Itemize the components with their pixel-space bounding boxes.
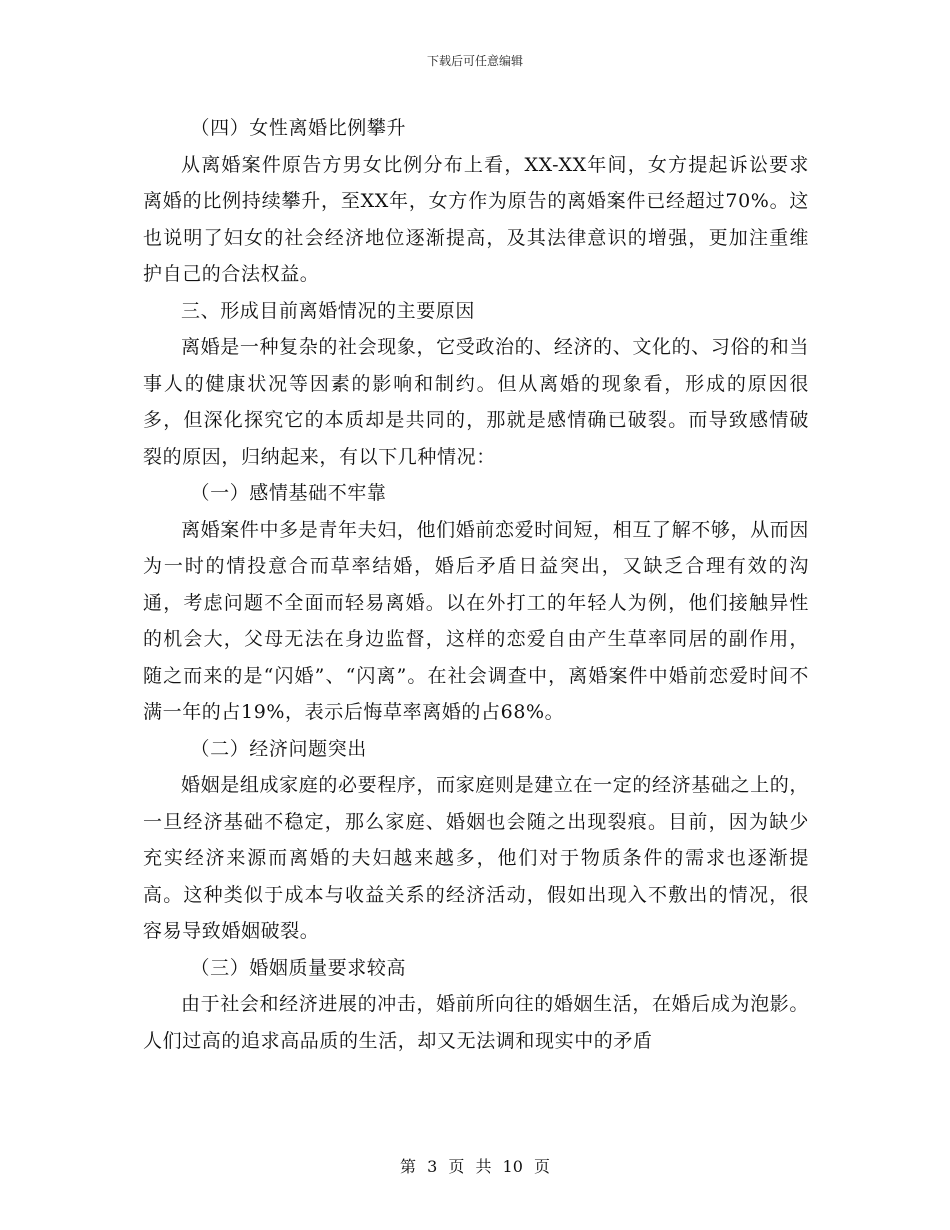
subheading-female-divorce-rise: （四）女性离婚比例攀升 (190, 117, 407, 139)
paragraph-plaintiff-ratio: 从离婚案件原告方男女比例分布上看，XX-XX年间，女方提起诉讼要求离婚的比例持续攀升，至XX年，女方作为原告的离婚案件已经超过70%。这也说明了妇女的社会经济地位逐渐提高，及其法律意识的增强，更加注重维护自己的合法权益。 (143, 153, 809, 285)
paragraph-young-couples: 离婚案件中多是青年夫妇，他们婚前恋爱时间短，相互了解不够，从而因为一时的情投意合而草率结婚，婚后矛盾日益突出，又缺乏合理有效的沟通，考虑问题不全面而轻易离婚。以在外打工的年轻人为例，他们接触异性的机会大，父母无法在身边监督，这样的恋爱自由产生草率同居的副作用，随之而来的是“闪婚”、“闪离”。在社会调查中，离婚案件中婚前恋爱时间不满一年的占19%，表示后悔草率离婚的占68%。 (143, 518, 809, 723)
document-body (143, 110, 809, 1059)
subheading-high-marriage-expectations: （三）婚姻质量要求较高 (190, 956, 407, 979)
subheading-weak-emotional-foundation: （一）感情基础不牢靠 (190, 482, 387, 504)
page-header-note: 下载后可任意编辑 (426, 54, 523, 68)
subheading-economic-problems: （二）经济问题突出 (190, 737, 367, 760)
paragraph-social-impact: 由于社会和经济进展的冲击，婚前所向往的婚姻生活，在婚后成为泡影。人们过高的追求高品质的生活，却又无法调和现实中的矛盾 (143, 993, 809, 1052)
page-number-footer: 第 3 页 共 10 页 (400, 1157, 550, 1176)
paragraph-divorce-overview: 离婚是一种复杂的社会现象，它受政治的、经济的、文化的、习俗的和当事人的健康状况等因素的影响和制约。但从离婚的现象看，形成的原因很多，但深化探究它的本质却是共同的，那就是感情确已破裂。而导致感情破裂的原因，归纳起来，有以下几种情况： (143, 336, 809, 468)
section-heading-main-causes: 三、形成目前离婚情况的主要原因 (181, 299, 476, 322)
paragraph-economic-basis: 婚姻是组成家庭的必要程序，而家庭则是建立在一定的经济基础之上的，一旦经济基础不稳定，那么家庭、婚姻也会随之出现裂痕。目前，因为缺少充实经济来源而离婚的夫妇越来越多，他们对于物质条件的需求也逐渐提高。这种类似于成本与收益关系的经济活动，假如出现入不敷出的情况，很容易导致婚姻破裂。 (143, 774, 809, 942)
